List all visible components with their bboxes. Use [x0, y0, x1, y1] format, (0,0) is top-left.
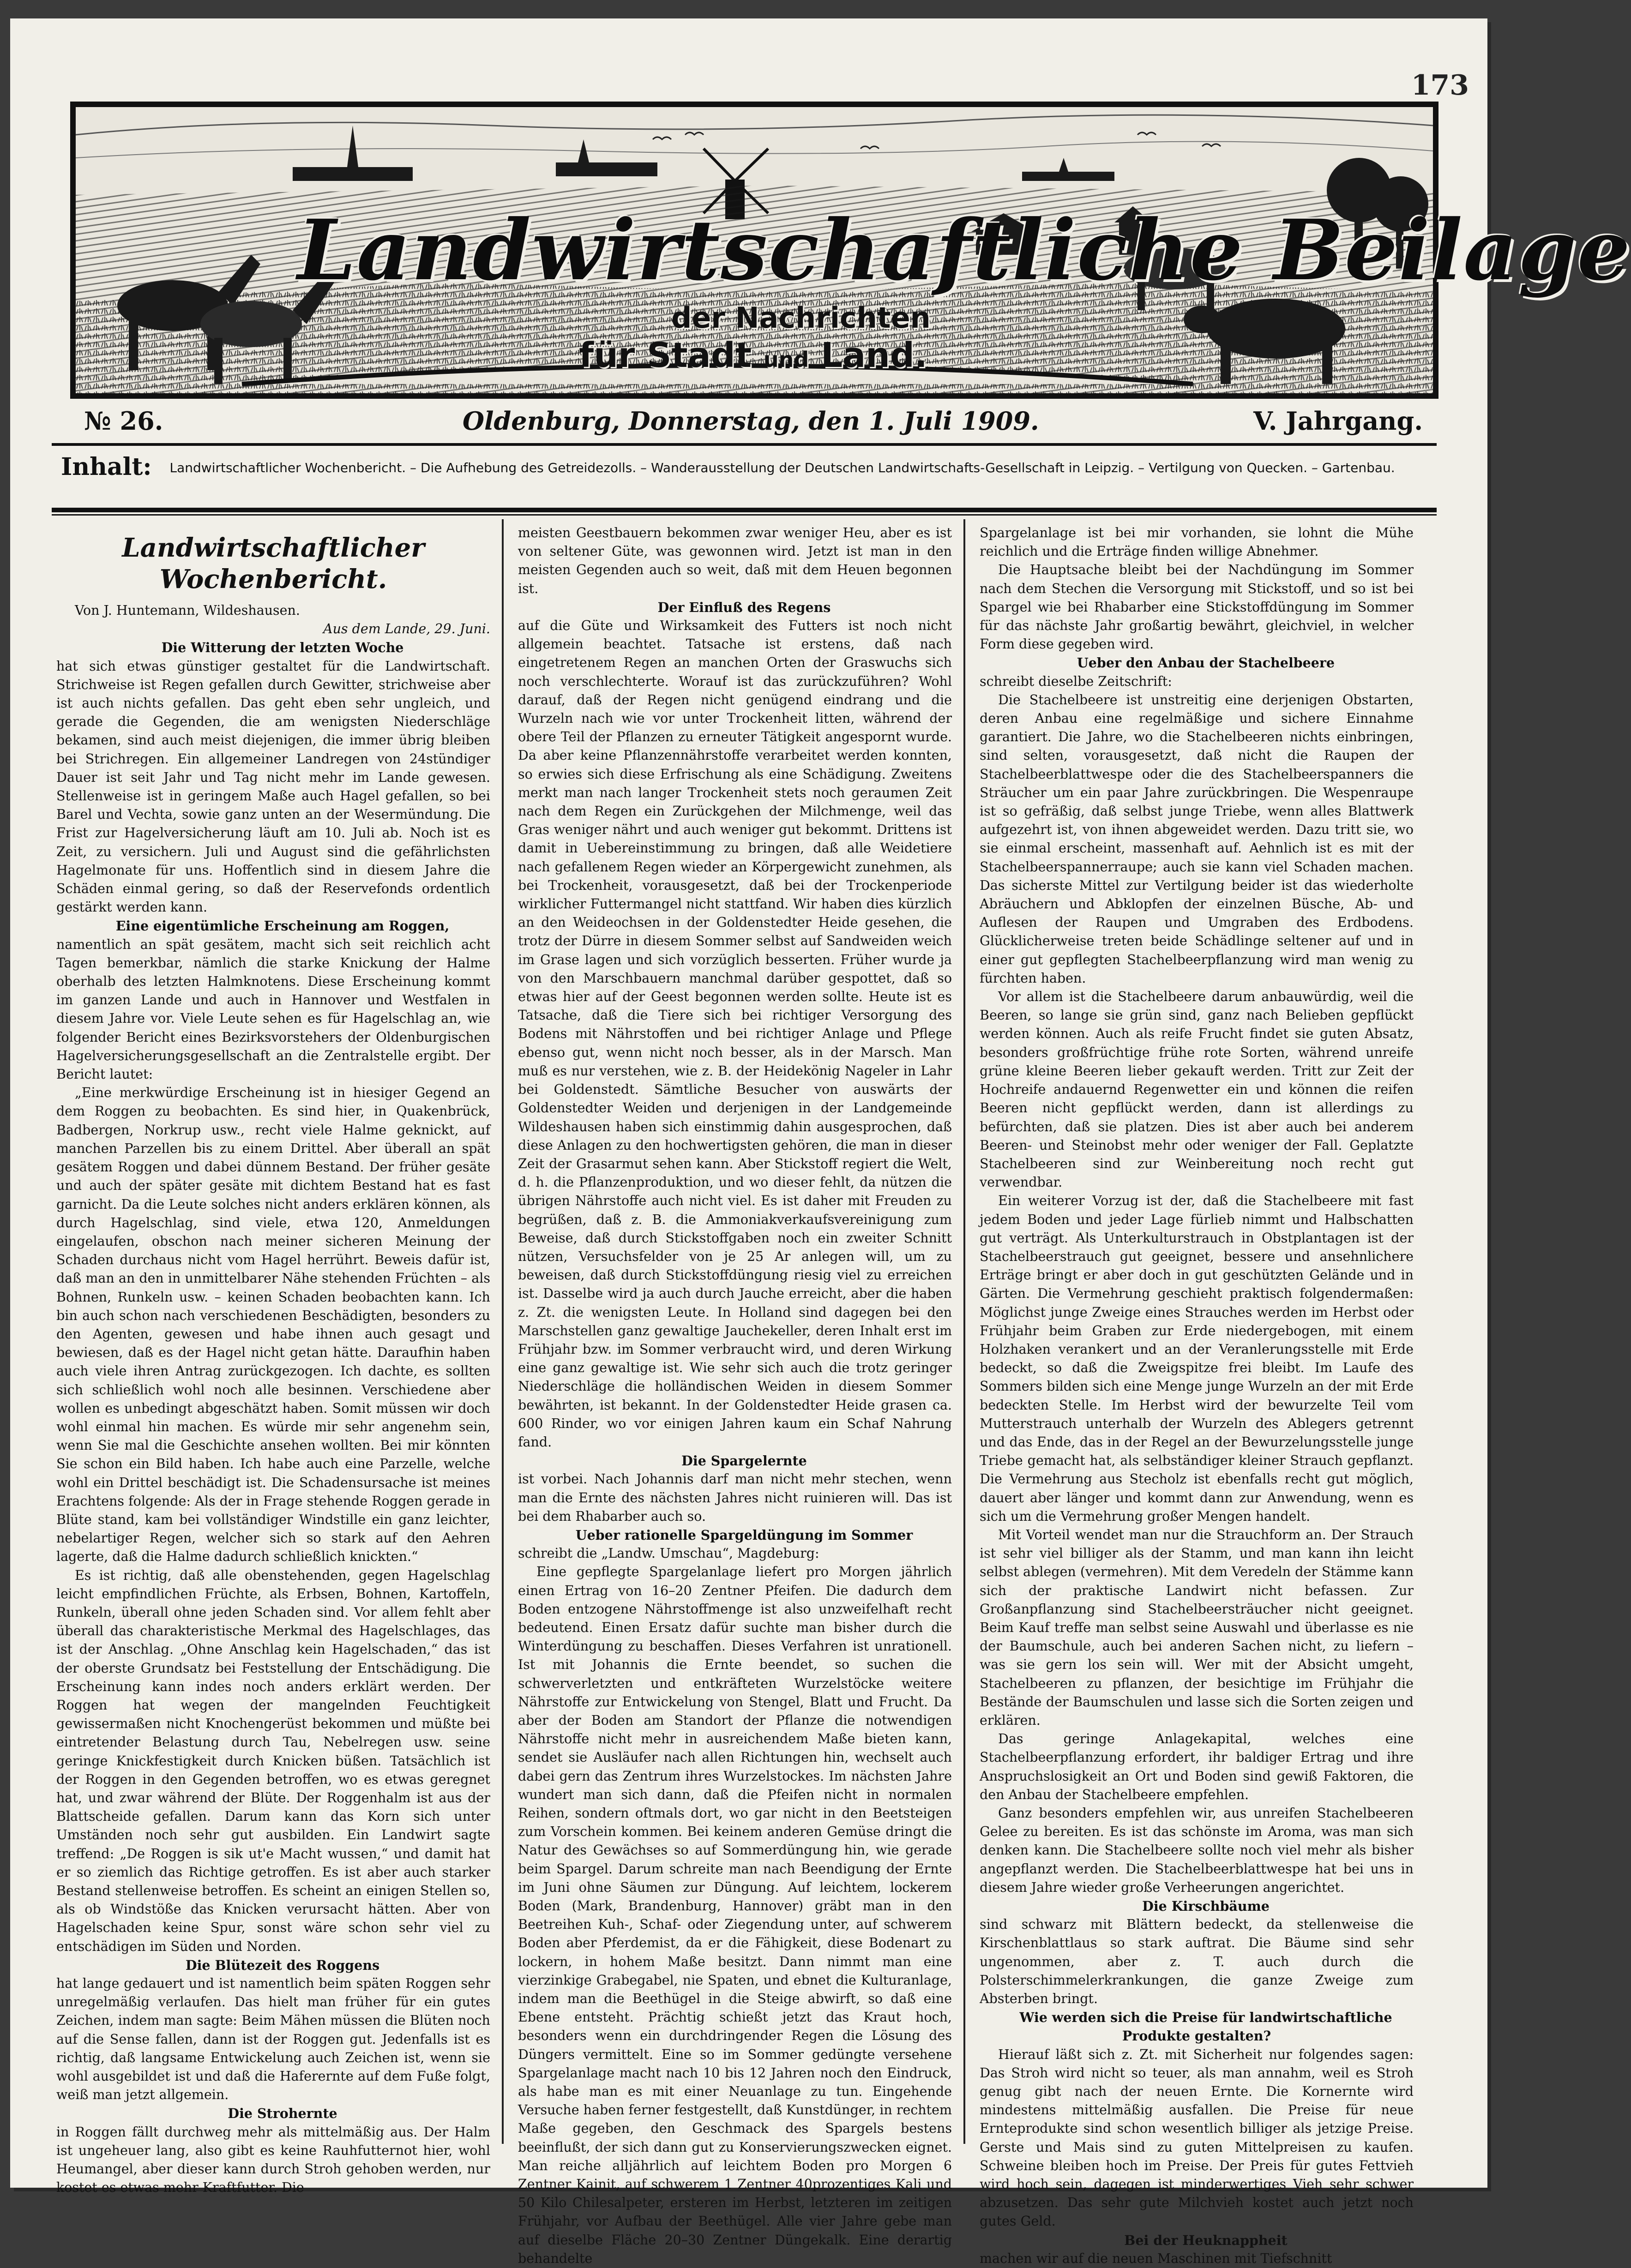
paragraph: namentlich an spät gesätem, macht sich seit reichlich acht Tagen bemerkbar, nämlich die starke Knickung der Halme oberhalb des letzten Halmknotens. Diese Erscheinung kommt im ganzen Lande und auch in Hannover und Westfalen in diesem Jahre vor. Viele Leute sehen es für Hagelschlag an, wie folgender Bericht eines Bezirksvorstehers der Oldenburgischen Hagelversicherungsgesellschaft an die Zentralstelle ergibt. Der Bericht lautet: — [56, 936, 490, 1082]
paragraph: Eine gepflegte Spargelanlage liefert pro Morgen jährlich einen Ertrag von 16–20 Zentner Pfeifen. Die dadurch dem Boden entzogene Nährstoffmenge ist also unzweifelhaft recht bedeutend. Einen Ersatz dafür suchte man bisher durch die Winterdüngung zu beschaffen. Dieses Verfahren ist unrationell. Ist mit Johannis die Ernte beendet, so suchen die schwerverletzten und entkräfteten Wurzelstöcke weitere Nährstoffe zur Entwickelung von Stengel, Blatt und Frucht. Da aber der Boden am Standort der Pflanze die notwendigen Nährstoffe nicht mehr in ausreichendem Maße bieten kann, sendet sie Ausläufer nach allen Richtungen hin, wechselt auch dabei gern das Zentrum ihres Wurzelstockes. Im nächsten Jahre wundert man sich dann, daß die Pfeifen nicht in normalen Reihen, sondern oftmals dort, wo gar nicht in den Beetsteigen zum Vorschein kommen. Bei keinem anderen Gemüse dringt die Natur des Gewächses so auf Sommerdüngung hin, wie gerade beim Spargel. Darum schreite man nach Beendigung der Ernte im Juni ohne Säumen zur Düngung. Auf leichtem, lockerem Boden (Mark, Brandenburg, Hannover) gräbt man in den Beetreihen Kuh-, Schaf- oder Ziegendung unter, auf schwerem Boden aber Pferdemist, da er die Fähigkeit, diese Bodenart zu lockern, in hohem Maße besitzt. Dann nimmt man eine vierzinkige Grabegabel, nie Spaten, und ebnet die Kulturanlage, indem man die Beethügel in die Steige abwirft, so daß eine Ebene entsteht. Prächtig schießt jetzt das Kraut hoch, besonders wenn ein durchdringender Regen die Lösung des Düngers vermittelt. Eine so im Sommer gedüngte versehene Spargelanlage macht nach 10 bis 12 Jahren noch den Eindruck, als habe man es mit einer Neuanlage zu tun. Eingehende Versuche haben ferner festgestellt, daß Kunstdünger, in rechtem Maße gegeben, den Geschmack des Spargels bestens beeinflußt, der sich dann gut zu Konservierungszwecken eignet. Man reiche alljährlich auf leichtem Boden pro Morgen 6 Zentner Kainit, auf schwerem 1 Zentner 40prozentiges Kali und 50 Kilo Chilesalpeter, ersteren im Herbst, letzteren im zeitigen Frühjahr, vor Aufbau der Beethügel. Alle vier Jahre gebe man auf dieselbe Fläche 20–30 Zentner Düngekalk. Eine derartig behandelte — [518, 1564, 952, 2266]
paragraph: hat lange gedauert und ist namentlich beim späten Roggen sehr unregelmäßig verlaufen. Das hielt man früher für ein gutes Zeichen, indem man sagte: Beim Mähen müssen die Blüten noch auf die Sense fallen, dann ist der Roggen gut. Jedenfalls ist es richtig, daß langsame Entwickelung auch Zeichen ist, wenn sie wohl ausgebildet ist und daß die Haferernte auf dem Fuße folgt, weiß man jetzt allgemein. — [56, 1976, 490, 2103]
contents-text: Landwirtschaftlicher Wochenbericht. – Die Aufhebung des Getreidezolls. – Wanderausstellung der Deutschen Landwirtschafts-Gesellschaft in Leipzig. – Vertilgung von Quecken. – Gartenbau. — [169, 460, 1395, 475]
issue-place-date: Oldenburg, Donnerstag, den 1. Juli 1909. — [463, 406, 1039, 436]
article-place: Aus dem Lande, 29. Juni. — [323, 621, 490, 637]
section-heading: Bei der Heuknappheit — [1124, 2232, 1288, 2248]
section-heading: Der Einfluß des Regens — [657, 599, 831, 615]
paragraph: sind schwarz mit Blättern bedeckt, da stellenweise die Kirschenblattlaus so stark auftrat. Die Bäume sind sehr ungenommen, aber z. T. auch durch die Polsterschimmelerkrankungen, die ganze Zweige zum Absterben bringt. — [980, 1917, 1414, 2007]
section-heading: Ueber rationelle Spargeldüngung im Sommer — [575, 1527, 913, 1543]
section-heading: Eine eigentümliche Erscheinung am Roggen, — [115, 918, 450, 934]
paragraph: Es ist richtig, daß alle obenstehenden, gegen Hagelschlag leicht empfindlichen Früchte, als Erbsen, Bohnen, Kartoffeln, Runkeln, überall ohne jeden Schaden sind. Vor allem fehlt aber überall das charakteristische Merkmal des Hagelschlages, das ist der Anschlag. „Ohne Anschlag kein Hagelschaden,“ das ist der oberste Grundsatz bei Feststellung der Entschädigung. Die Erscheinung kann indes noch anders erklärt werden. Der Roggen hat wegen der mangelnden Feuchtigkeit gewissermaßen nicht Knochengerüst bekommen und müßte bei eintretender Belastung durch Tau, Nebelregen usw. seine geringe Knickfestigkeit durch Knicken büßen. Tatsächlich ist der Roggen in den Gegenden betroffen, wo es etwas geregnet hat, und zwar während der Blüte. Der Roggenhalm ist aus der Blattscheide gefallen. Darum kann das Korn sich unter Umständen noch sehr gut ausbilden. Ein Landwirt sagte treffend: „De Roggen is sik ut'e Macht wussen,“ und damit hat er so ziemlich das Richtige getroffen. Es ist aber auch starker Bestand stellenweise betroffen. Es scheint an einigen Stellen so, als ob Windstöße das Knicken verursacht hätten. Aber von Hagelschaden keine Spur, sonst wäre schon sehr viel zu entschädigen im Süden und Norden. — [56, 1567, 490, 1954]
paragraph: in Roggen fällt durchweg mehr als mittelmäßig aus. Der Halm ist ungeheuer lang, also gibt es keine Rauhfutternot hier, wohl Heumangel, aber dieser kann durch Stroh gehoben werden, nur kostet es etwas mehr Kraftfutter. Die — [56, 2124, 490, 2196]
paragraph: hat sich etwas günstiger gestaltet für die Landwirtschaft. Strichweise ist Regen gefallen durch Gewitter, strichweise aber ist auch nichts gefallen. Das geht eben sehr ungleich, und gerade die Gegenden, die am wenigsten Niederschläge bekamen, sind auch meist diejenigen, die immer übrig bleiben bei Strichregen. Ein allgemeiner Landregen von 24stündiger Dauer ist seit Jahr und Tag nicht mehr im Lande gewesen. Stellenweise ist in geringem Maße auch Hagel gefallen, so bei Barel und Vechta, sowie ganz unten an der Wesermündung. Die Frist zur Hagelversicherung läuft am 10. Juli ab. Noch ist es Zeit, zu versichern. Juli und August sind die gefährlichsten Hagelmonate für uns. Hoffentlich sind in diesem Jahre die Schäden einmal gering, so daß der Reservefonds ordentlich gestärkt werden kann. — [56, 658, 490, 915]
paragraph: ist vorbei. Nach Johannis darf man nicht mehr stechen, wenn man die Ernte des nächsten Jahres nicht ruinieren will. Das ist bei dem Rhabarber auch so. — [518, 1471, 952, 1524]
page-number: 173 — [1411, 69, 1469, 102]
paragraph: „Eine merkwürdige Erscheinung ist in hiesiger Gegend an dem Roggen zu beobachten. Es sind hier, in Quakenbrück, Badbergen, Norkrup usw., recht viele Halme geknickt, auf manchen Parzellen bis zu einem Drittel. Aber überall an spät gesätem Roggen und dabei dünnem Bestand. Der früher gesäte und auch der später gesäte mit dichtem Bestand hat es fast garnicht. Da die Leute solches nicht anders erklären können, als durch Hagelschlag, sind viele, etwa 120, Anmeldungen eingelaufen, obschon nach meiner sicheren Meinung der Schaden durchaus nicht vom Hagel herrührt. Beweis dafür ist, daß man an den in unmittelbarer Nähe stehenden Früchten – als Bohnen, Runkeln usw. – keinen Schaden beobachten kann. Ich bin auch schon nach verschiedenen Beschädigten, besonders zu den Agenten, gewesen und habe ihnen auch gesagt und bewiesen, daß es der Hagel nicht getan hätte. Daraufhin haben auch viele ihren Antrag zurückgezogen. Ich dachte, es sollten sich schließlich wohl noch alle besinnen. Verschiedene aber wollen es unbedingt abgeschätzt haben. Somit müssen wir doch wohl einmal hin machen. Es würde mir sehr angenehm sein, wenn Sie mal die Geschichte ansehen wollten. Bei mir könnten Sie schon ein Bild haben. Ich habe auch eine Parzelle, welche wohl ein Drittel beschädigt ist. Die Schadensursache ist meines Erachtens folgende: Als der in Frage stehende Roggen gerade in Blüte stand, kam bei vollständiger Windstille ein ganz leichter, nebelartiger Regen, welcher sich so stark auf den Aehren lagerte, daß die Halme dadurch schließlich knickten.“ — [56, 1085, 490, 1565]
paragraph: Mit Vorteil wendet man nur die Strauchform an. Der Strauch ist sehr viel billiger als der Stamm, und man kann ihn leicht selbst ablegen (vermehren). Mit dem Veredeln der Stämme kann sich der praktische Landwirt nicht befassen. Zur Großanpflanzung sind Stachelbeersträucher nicht geeignet. Beim Kauf treffe man selbst seine Auswahl und überlasse es nie der Baumschule, auch bei anderen Sachen nicht, zu liefern – was sie gern los sein will. Wer mit der Absicht umgeht, Stachelbeeren zu pflanzen, der besichtige im Frühjahr die Bestände der Baumschulen und lasse sich die Sorten zeigen und erklären. — [980, 1527, 1414, 1728]
paragraph: Ein weiterer Vorzug ist der, daß die Stachelbeere mit fast jedem Boden und jeder Lage fürlieb nimmt und Halbschatten gut verträgt. Als Unterkulturstrauch in Obstplantagen ist der Stachelbeerstrauch gut geeignet, bessere und ansehnlichere Erträge bringt er aber doch in gut geschützten Gelände und in Gärten. Die Vermehrung geschieht praktisch folgendermaßen: Möglichst junge Zweige eines Strauches werden im Herbst oder Frühjahr beim Graben zur Erde niedergebogen, mit einem Holzhaken verankert und an der Veranlerungsstelle mit Erde bedeckt, so daß die Zweigspitze frei bleibt. Im Laufe des Sommers bilden sich eine Menge junge Wurzeln an der mit Erde bedeckten Stelle. Im Herbst wird der bewurzelte Teil vom Mutterstrauch unterhalb der Wurzeln des Ablegers getrennt und das Ende, das in der Regel an der Bewurzelungsstelle junge Triebe gemacht hat, als selbständiger kleiner Strauch gepflanzt. Die Vermehrung aus Stecholz ist ebenfalls recht gut möglich, dauert aber länger und kommt dann zur Anwendung, wenn es sich um die Vermehrung großer Mengen handelt. — [980, 1193, 1414, 1524]
paragraph: Die Stachelbeere ist unstreitig eine derjenigen Obstarten, deren Anbau eine regelmäßige und sichere Einnahme garantiert. Die Jahre, wo die Stachelbeeren nichts einbringen, sind selten, vorausgesetzt, daß nicht die Raupen der Stachelbeerblattwespe oder die des Stachelbeerspanners die Sträucher um ein paar Jahre zurückbringen. Die Wespenraupe ist so gefräßig, daß selbst junge Triebe, wenn alles Blattwerk aufgezehrt ist, von ihnen abgeweidet werden. Dazu tritt sie, wo sie einmal erscheint, massenhaft auf. Aehnlich ist es mit der Stachelbeerspannerraupe; auch sie kann viel Schaden machen. Das sicherste Mittel zur Vertilgung beider ist das wiederholte Abräuchern und Abklopfen der einzelnen Büsche, Ab- und Auflesen der Raupen und Umgraben des Erdbodens. Glücklicherweise treten beide Schädlinge seltener auf und in einer gut gepflegten Stachelbeerpflanzung wird man wenig zu fürchten haben. — [980, 692, 1414, 986]
paragraph: schreibt die „Landw. Umschau“, Magdeburg: — [518, 1546, 819, 1561]
paragraph: Hierauf läßt sich z. Zt. mit Sicherheit nur folgendes sagen: Das Stroh wird nicht so teuer, als man annahm, weil es Stroh genug gibt nach der neuen Ernte. Die Kornernte wird mindestens mittelmäßig ausfallen. Die Preise für neue Ernteprodukte sind schon wesentlich billiger als jetzige Preise. Gerste und Mais sind zu guten Mittelpreisen zu kaufen. Schweine bleiben hoch im Preise. Der Preis für gutes Fettvieh wird hoch sein, dagegen ist minderwertiges Vieh sehr schwer abzusetzen. Das sehr gute Milchvieh kostet auch jetzt noch gutes Geld. — [980, 2046, 1414, 2229]
paragraph: meisten Geestbauern bekommen zwar weniger Heu, aber es ist von seltener Güte, was gewonnen wird. Jetzt ist man in den meisten Gegenden auch so weit, daß mit dem Heuen begonnen ist. — [518, 525, 952, 596]
masthead-subtitle-2c: Land. — [821, 336, 927, 375]
section-heading: Ueber den Anbau der Stachelbeere — [1077, 655, 1335, 671]
masthead-title: Landwirtschaftliche Beilage — [297, 202, 1631, 299]
section-heading: Die Blütezeit des Roggens — [185, 1957, 380, 1973]
divider-rule — [52, 514, 1437, 516]
section-heading: Wie werden sich die Preise für landwirtschaftliche Produkte gestalten? — [1019, 2010, 1392, 2044]
paragraph: schreibt dieselbe Zeitschrift: — [980, 673, 1172, 689]
paragraph: Das geringe Anlagekapital, welches eine Stachelbeerpflanzung erfordert, ihr baldiger Ertrag und ihre Anspruchslosigkeit an Ort und Boden sind gewiß Faktoren, die den Anbau der Stachelbeere empfehlen. — [980, 1731, 1414, 1802]
section-heading: Die Spargelernte — [681, 1453, 807, 1469]
masthead — [70, 102, 1631, 399]
masthead-subtitle-1: der Nachrichten — [671, 301, 931, 335]
column-1 — [56, 524, 490, 2196]
masthead-subtitle-2b: und — [763, 347, 809, 372]
issue-volume: V. Jahrgang. — [1253, 406, 1423, 436]
section-heading: Die Kirschbäume — [1142, 1898, 1270, 1914]
newspaper-page — [10, 18, 1631, 2266]
article-title: Landwirtschaftlicher Wochenbericht. — [122, 533, 425, 594]
section-heading: Die Strohernte — [228, 2106, 337, 2122]
table-of-contents — [61, 453, 1427, 481]
divider-rule — [52, 443, 1437, 446]
issue-number: № 26. — [84, 406, 163, 436]
divider-rule — [52, 508, 1437, 512]
contents-label: Inhalt: — [61, 453, 152, 481]
article-byline: Von J. Huntemann, Wildeshausen. — [75, 603, 300, 618]
paragraph: auf die Güte und Wirksamkeit des Futters ist noch nicht allgemein beachtet. Tatsache ist erstens, daß nach eingetretenem Regen an manchen Orten der Graswuchs sich noch verschlechterte. Worauf ist das zurückzuführen? Wohl darauf, daß der Regen nicht genügend eindrang und die Wurzeln nach wie vor unter Trockenheit litten, während der obere Teil der Pflanzen zu erneuter Tätigkeit angespornt wurde. Da aber keine Pflanzennährstoffe verarbeitet werden konnten, so erwies sich diese Erfrischung als eine Schädigung. Zweitens merkt man nach langer Trockenheit stets noch geraumen Zeit nach dem Regen ein Zurückgehen der Milchmenge, weil das Gras weniger nährt und auch weniger gut bekommt. Drittens ist damit in Uebereinstimmung zu bringen, daß alle Weidetiere nach gefallenem Regen wieder an Körpergewicht zunehmen, als bei Trockenheit, vorausgesetzt, daß bei der Trockenperiode wirklicher Futtermangel nicht stattfand. Wir haben dies kürzlich an den Weideochsen in der Goldenstedter Heide gesehen, die trotz der Dürre in diesem Sommer selbst auf Sandweiden weich im Grase lagen und sich vorzüglich besserten. Früher wurde ja von den Marschbauern manchmal darüber gespottet, daß so etwas hier auf der Geest begonnen werden sollte. Heute ist es Tatsache, daß die Tiere sich bei richtiger Versorgung des Bodens mit Nährstoffen und bei richtiger Anlage und Pflege ebenso gut, wenn nicht noch besser, als in der Marsch. Man muß es nur verstehen, wie z. B. der Heidekönig Nageler in Lahr bei Goldenstedt. Sämtliche Besucher von auswärts der Goldenstedter Weiden und derjenigen in der Landgemeinde Wildeshausen haben sich einstimmig dahin ausgesprochen, daß diese Anlagen zu den hochwertigsten gehören, die man in dieser Zeit der Grasarmut sehen kann. Aber Stickstoff regiert die Welt, d. h. die Pflanzenproduktion, und wo dieser fehlt, da nützen die übrigen Nährstoffe auch nicht viel. Es ist daher mit Freuden zu begrüßen, daß z. B. die Ammoniakverkaufsvereinigung zum Beweise, daß durch Stickstoffgaben noch ein zweiter Schnitt nützen, Versuchsfelder von je 25 Ar anlegen will, um zu beweisen, daß durch Stickstoffdüngung riesig viel zu erreichen ist. Dasselbe wird ja auch durch Jauche erreicht, aber die haben z. Zt. die wenigsten Leute. In Holland sind dagegen bei den Marschstellen ganz gewaltige Jauchekeller, deren Inhalt erst im Frühjahr bzw. im Sommer verbraucht wird, und deren Wirkung eine ganz gewaltige ist. Wie sehr sich auch die trotz geringer Niederschläge die holländischen Weiden in diesem Sommer bewährten, ist bekannt. In der Goldenstedter Heide grasen ca. 600 Rinder, wo vor einigen Jahren kaum ein Schaf Nahrung fand. — [518, 618, 952, 1450]
column-divider — [502, 519, 504, 2144]
column-2 — [518, 524, 952, 2266]
paragraph: machen wir auf die neuen Maschinen mit Tiefschnitt — [980, 2250, 1332, 2266]
masthead-subtitle-2 — [579, 336, 927, 375]
paragraph: Die Hauptsache bleibt bei der Nachdüngung im Sommer nach dem Stechen die Versorgung mit Stickstoff, und so ist bei Spargel wie bei Rhabarber eine Stickstoffdüngung im Sommer für das nächste Jahr großartig bewährt, gleichviel, in welcher Form diese gegeben wird. — [980, 562, 1414, 652]
column-divider — [963, 519, 965, 2144]
column-3 — [980, 524, 1414, 2266]
paragraph: Ganz besonders empfehlen wir, aus unreifen Stachelbeeren Gelee zu bereiten. Es ist das schönste im Aroma, was man sich denken kann. Die Stachelbeere sollte noch viel mehr als bisher angepflanzt werden. Die Stachelbeerblattwespe hat bei uns in diesem Jahre wieder große Verheerungen angerichtet. — [980, 1806, 1414, 1895]
section-heading: Die Witterung der letzten Woche — [161, 640, 404, 656]
paragraph: Vor allem ist die Stachelbeere darum anbauwürdig, weil die Beeren, so lange sie grün sind, ganz nach Belieben gepflückt werden können. Auch als reife Frucht findet sie guten Absatz, besonders großfrüchtige frühe rote Sorten, während unreife grüne kleine Beeren lieber gekauft werden. Tritt zur Zeit der Hochreife andauernd Regenwetter ein und können die reifen Beeren nicht gepflückt werden, dann ist allerdings zu befürchten, daß sie platzen. Dies ist aber auch bei anderem Beeren- und Steinobst mehr oder weniger der Fall. Geplatzte Stachelbeeren sind zur Weinbereitung noch recht gut verwendbar. — [980, 989, 1414, 1190]
issue-dateline — [84, 402, 1423, 443]
paragraph: Spargelanlage ist bei mir vorhanden, sie lohnt die Mühe reichlich und die Erträge finden willige Abnehmer. — [980, 525, 1414, 559]
masthead-subtitle-2a: für Stadt — [579, 336, 752, 375]
